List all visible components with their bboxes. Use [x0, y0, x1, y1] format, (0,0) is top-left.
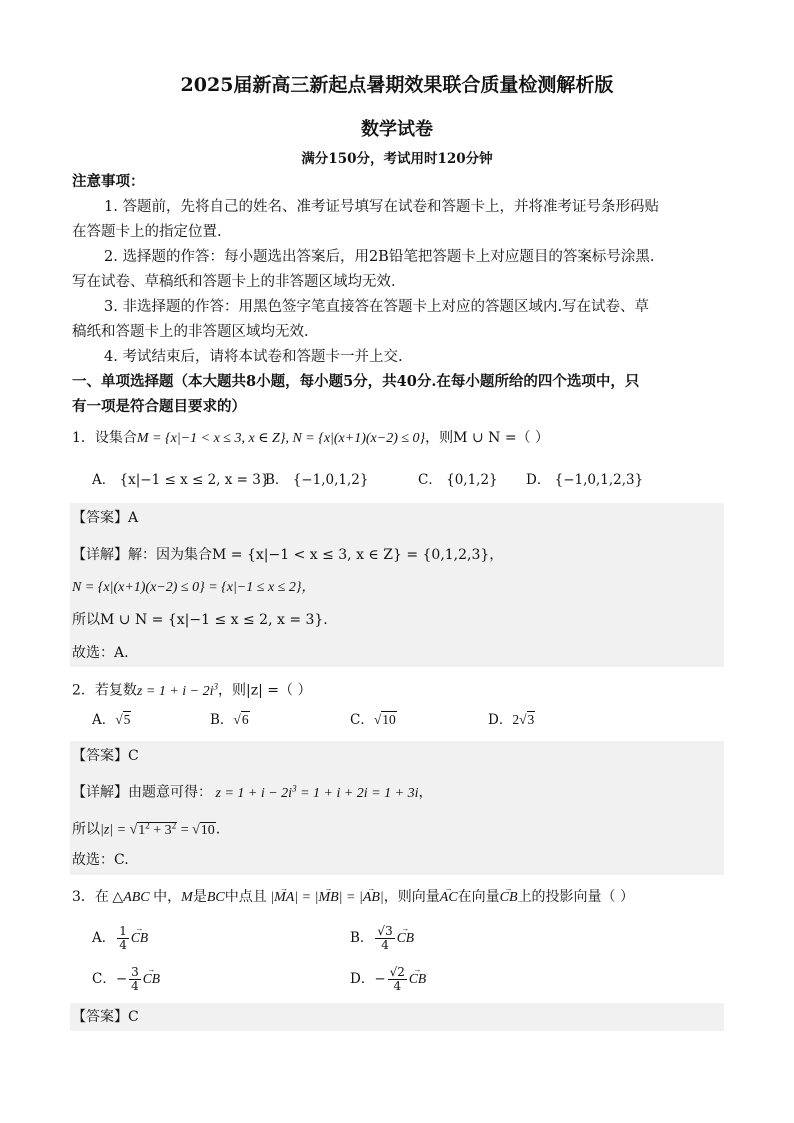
question-1-detail-2: N = {x|(x+1)(x−2) ≤ 0} = {x|−1 ≤ x ≤ 2}， [72, 580, 316, 595]
question-2-detail-1: 【详解】由题意可得： $z = 1 + i - 2i^3 = 1 + i + 2i = 1 + 3i$， [72, 783, 433, 801]
question-3-option-b: B． $\frac{√3}{4}$ → CB [350, 925, 414, 952]
question-1-detail-3: 所以M ∪ N = {x|−1 ≤ x ≤ 2, x = 3}. [72, 612, 328, 628]
question-2-option-d: D．2√3 [488, 712, 535, 728]
notice-line-6: 稿纸和答题卡上的非答题区域均无效. [72, 324, 309, 340]
notice-line-1: 1. 答题前，先将自己的姓名、准考证号填写在试卷和答题卡上，并将准考证号条形码贴 [104, 199, 659, 215]
notice-line-7: 4. 考试结束后，请将本试卷和答题卡一并上交. [104, 349, 403, 365]
question-2-option-b: B．√6 [210, 712, 249, 728]
question-2-expression: $z = 1 + i - 2i^3$ [136, 681, 218, 699]
notice-line-4: 写在试卷、草稿纸和答题卡上的非答题区域均无效. [72, 274, 396, 290]
question-1-prefix: 1．设集合 [72, 430, 137, 446]
question-1-stem [72, 428, 549, 449]
section-heading-line-1: 一、单项选择题（本大题共8小题，每小题5分，共40分.在每小题所给的四个选项中，只 [72, 373, 640, 390]
question-2-stem [72, 676, 311, 702]
question-3-answer: 【答案】C [72, 1009, 139, 1025]
question-2-detail-2: 所以$|z| = √1^2 + 3^2 = √10$. [72, 820, 221, 838]
question-2-option-c: C．√10 [350, 712, 396, 728]
question-2-solution-box [70, 741, 724, 875]
question-1-option-d: D． {−1,0,1,2,3} [526, 472, 644, 488]
question-1-detail-1: 【详解】解：因为集合M = {x|−1 < x ≤ 3, x ∈ Z} = {0,1,2,3}， [72, 547, 504, 563]
question-1-answer: 【答案】A [72, 510, 139, 526]
question-2-stem-a: 2．若复数 [72, 682, 137, 699]
question-1-option-b: B． {−1,0,1,2} [265, 472, 369, 488]
exam-subject: 数学试卷 [361, 119, 433, 140]
section-heading-line-2: 有一项是符合题目要求的） [72, 398, 246, 415]
question-3-option-d: D．− $\frac{√2}{4}$ → CB [350, 966, 426, 993]
score-time-note: 满分150分，考试用时120分钟 [301, 151, 493, 167]
question-3-option-a: A． $\frac{1}{4}$ → CB [92, 925, 148, 952]
notice-heading: 注意事项： [72, 173, 145, 190]
notice-line-2: 在答题卡上的指定位置. [72, 224, 222, 240]
question-2-answer: 【答案】C [72, 748, 139, 764]
question-1-conclusion: 故选：A. [72, 645, 129, 661]
question-3-answer-box [70, 1003, 724, 1031]
question-1-sets: M = {x|−1 < x ≤ 3, x ∈ Z}, N = {x|(x+1)(x−2) ≤ 0} [136, 431, 426, 446]
notice-line-3: 2. 选择题的作答：每小题选出答案后，用2B铅笔把答题卡上对应题目的答案标号涂黑. [104, 249, 655, 265]
question-2-conclusion: 故选：C. [72, 852, 129, 868]
question-2-stem-b: ，则|z| =（ ） [218, 682, 312, 699]
exam-title: 2025届新高三新起点暑期效果联合质量检测解析版 [180, 74, 614, 96]
question-2-option-a: A．√5 [92, 712, 131, 728]
notice-line-5: 3. 非选择题的作答：用黑色签字笔直接答在答题卡上对应的答题区域内.写在试卷、草 [104, 299, 650, 315]
question-1-suffix: ，则M ∪ N =（ ） [425, 430, 550, 446]
question-3-option-c: C．− $\frac{3}{4}$ → CB [92, 966, 160, 993]
question-3-stem: 3．在 △ABC 中，M是BC中点且 |→ MA| = |→ MB| = |→ AB|，则向量→ AC在向量→ CB上的投影向量（ ） [72, 887, 634, 908]
question-1-option-c: C． {0,1,2} [418, 472, 498, 488]
question-1-option-a: A． {x|−1 ≤ x ≤ 2, x = 3} [92, 472, 270, 488]
